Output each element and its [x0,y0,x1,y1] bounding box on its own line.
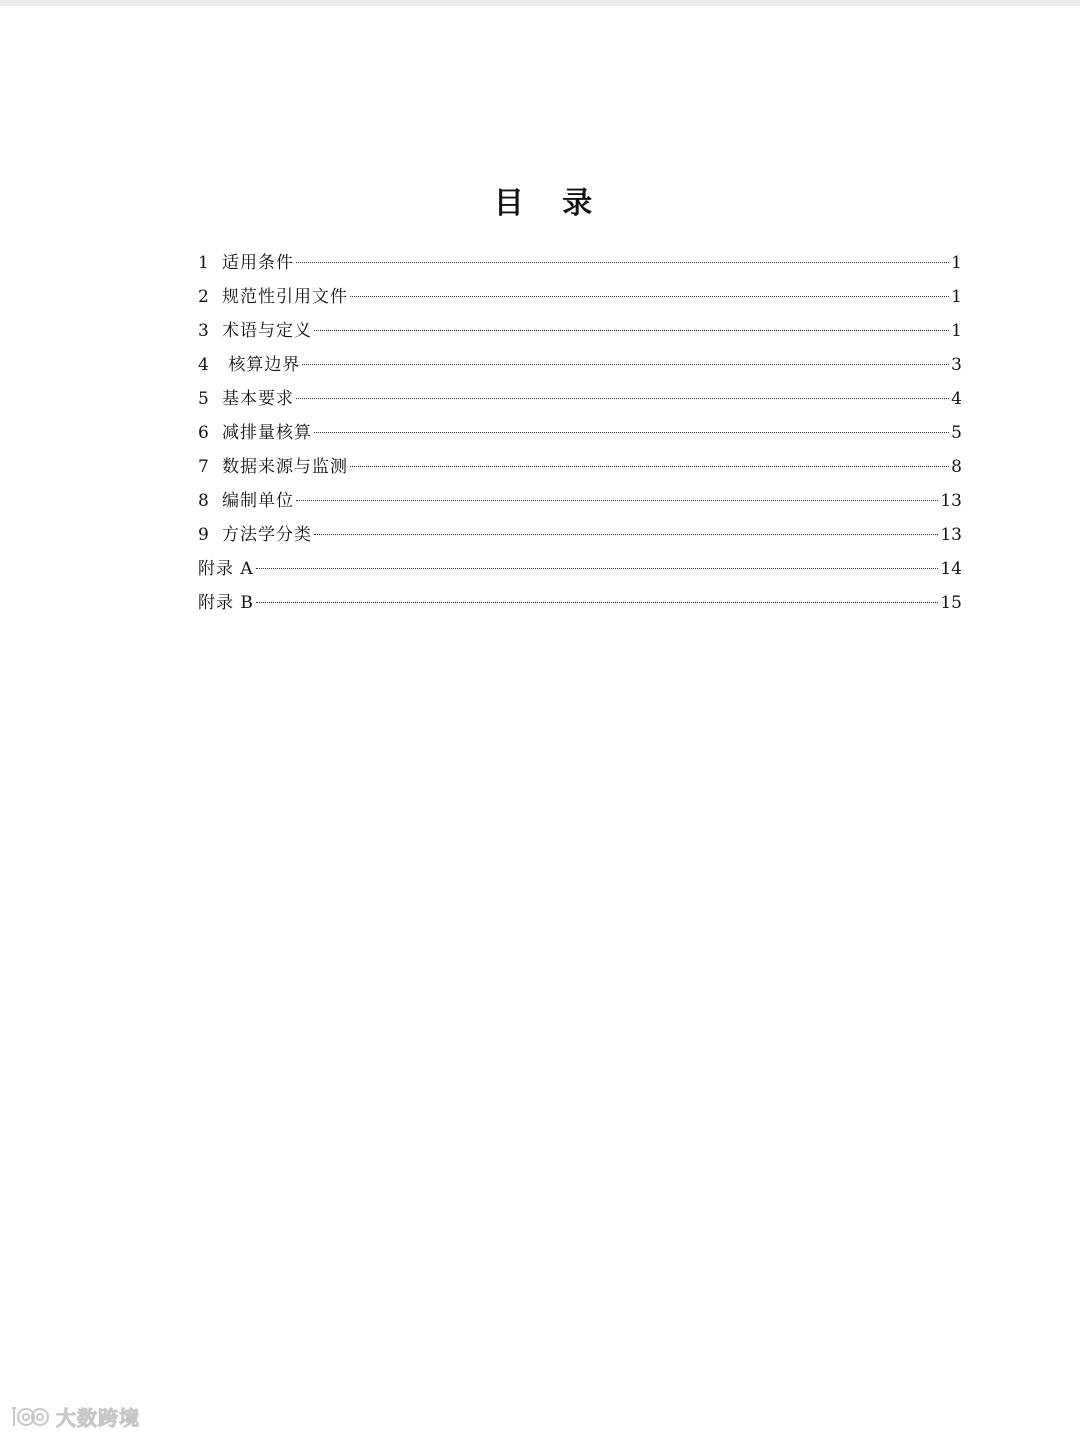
watermark [8,1402,140,1431]
toc-entry-label: 术语与定义 [222,321,312,341]
toc-entry-number: 8 [198,491,209,511]
toc-entry-label: 方法学分类 [222,525,312,545]
toc-entry-number: 9 [198,525,209,545]
toc-entry[interactable] [198,450,962,484]
toc-entry-number: 2 [198,287,209,307]
toc-dot-leader [296,262,949,263]
toc-entry-page: 1 [951,253,962,273]
toc-entry-label: 适用条件 [222,253,294,273]
toc-entry-label: 规范性引用文件 [222,287,348,307]
toc-entry-appendix-b[interactable] [198,586,962,620]
toc-entry[interactable] [198,280,962,314]
toc-dot-leader [256,602,938,603]
watermark-text: 大数跨境 [56,1406,140,1430]
toc-entry-number: 7 [198,457,209,477]
toc-entry-number: 1 [198,253,209,273]
toc-entry-label: 核算边界 [222,355,301,375]
toc-entry-page: 5 [951,423,962,443]
toc-entry-page: 8 [951,457,962,477]
toc-entry-number: 6 [198,423,209,443]
toc-entry-label: 编制单位 [222,491,294,511]
toc-entry-page: 1 [951,287,962,307]
toc-entry-page: 1 [951,321,962,341]
table-of-contents [198,246,962,620]
top-bar [0,0,1080,6]
toc-entry[interactable] [198,382,962,416]
toc-dot-leader [350,466,949,467]
toc-entry-label: 基本要求 [222,389,294,409]
toc-entry-page: 13 [940,525,962,545]
toc-entry-page: 15 [940,593,962,613]
toc-entry[interactable] [198,348,962,382]
toc-entry[interactable] [198,416,962,450]
toc-entry-appendix-a[interactable] [198,552,962,586]
toc-entry-page: 4 [951,389,962,409]
page-title: 目 录 [493,186,607,221]
toc-entry-number: 5 [198,389,209,409]
toc-dot-leader [256,568,939,569]
toc-dot-leader [302,364,949,365]
toc-entry[interactable] [198,518,962,552]
toc-entry-number: 3 [198,321,209,341]
toc-dot-leader [314,330,949,331]
toc-entry-label: 附录 A [198,559,254,579]
toc-entry-label: 数据来源与监测 [222,457,348,477]
toc-entry-page: 14 [940,559,962,579]
toc-dot-leader [296,398,949,399]
toc-dot-leader [296,500,938,501]
toc-entry-page: 13 [940,491,962,511]
toc-dot-leader [314,534,938,535]
toc-dot-leader [314,432,949,433]
toc-entry[interactable] [198,246,962,280]
toc-dot-leader [350,296,949,297]
toc-entry[interactable] [198,484,962,518]
toc-entry-label: 减排量核算 [222,423,312,443]
toc-entry-number: 4 [198,355,209,375]
toc-entry[interactable] [198,314,962,348]
toc-entry-page: 3 [951,355,962,375]
logo-icon [8,1404,52,1430]
toc-entry-label: 附录 B [198,593,254,613]
